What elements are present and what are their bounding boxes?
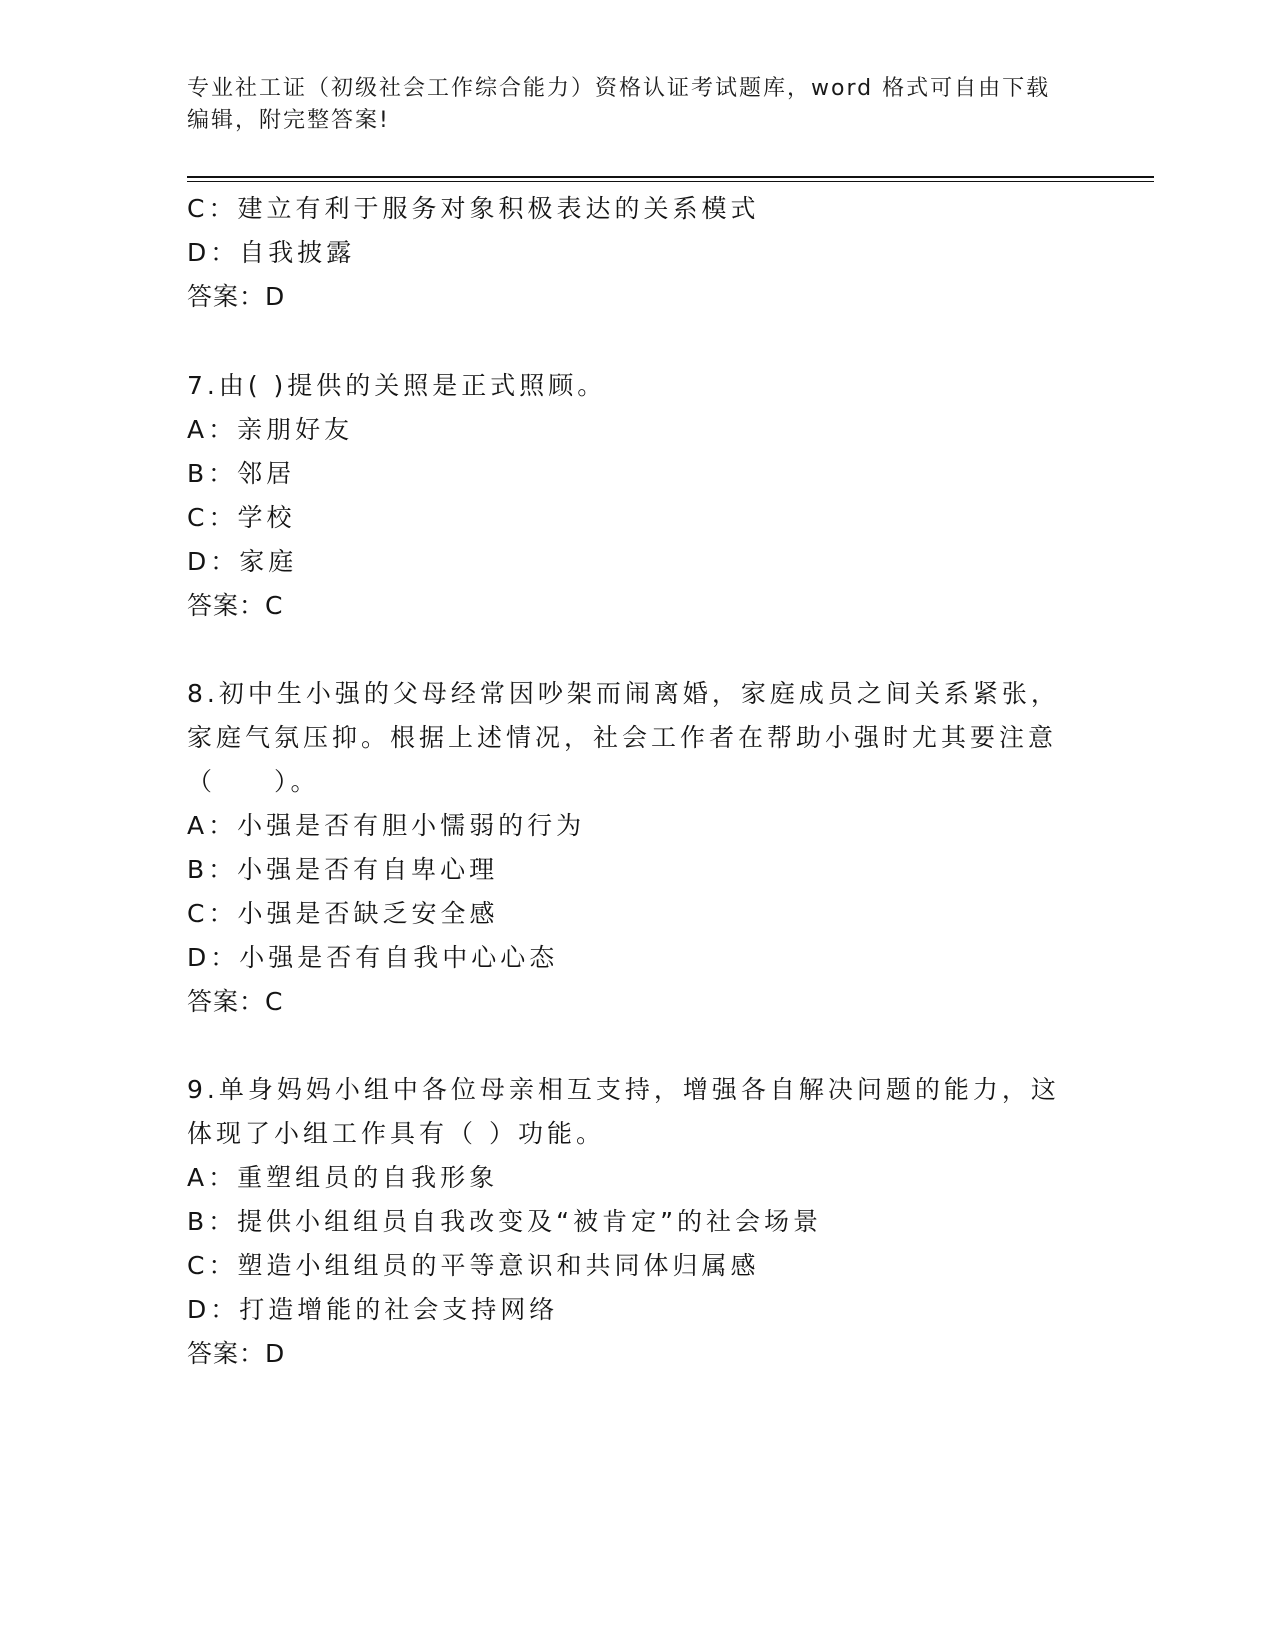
q9-stem-line-1: 9.单身妈妈小组中各位母亲相互支持，增强各自解决问题的能力，这 [187,1075,1060,1104]
q7-option-c: C：学校 [187,503,296,532]
q8-stem-line-3: （ ）。 [187,767,320,796]
q9-stem-line-2: 体现了小组工作具有（ ）功能。 [187,1119,605,1148]
q9-option-b: B：提供小组组员自我改变及“被肯定”的社会场景 [187,1207,823,1236]
q8-option-c: C：小强是否缺乏安全感 [187,899,499,928]
header-divider-thin [187,181,1154,182]
prev-option-d: D：自我披露 [187,238,356,267]
q8-stem-line-1: 8.初中生小强的父母经常因吵架而闹离婚，家庭成员之间关系紧张， [187,679,1060,708]
prev-option-c: C：建立有利于服务对象积极表达的关系模式 [187,194,760,223]
q9-option-a: A：重塑组员的自我形象 [187,1163,499,1192]
header-line-1: 专业社工证（初级社会工作综合能力）资格认证考试题库，word 格式可自由下载 [187,76,1051,101]
q8-answer: 答案：C [187,987,284,1016]
q7-stem: 7.由( )提供的关照是正式照顾。 [187,371,607,400]
q7-option-b: B：邻居 [187,459,296,488]
q8-option-a: A：小强是否有胆小懦弱的行为 [187,811,586,840]
q9-option-d: D：打造增能的社会支持网络 [187,1295,559,1324]
prev-answer: 答案：D [187,282,286,311]
header-divider-thick [187,176,1154,178]
document-header [187,73,1067,137]
q7-option-d: D：家庭 [187,547,298,576]
q8-option-d: D：小强是否有自我中心心态 [187,943,559,972]
q7-answer: 答案：C [187,591,284,620]
q9-answer: 答案：D [187,1339,286,1368]
q8-stem-line-2: 家庭气氛压抑。根据上述情况，社会工作者在帮助小强时尤其要注意 [187,723,1058,752]
q7-option-a: A：亲朋好友 [187,415,354,444]
header-line-2: 编辑，附完整答案! [187,108,390,133]
q8-option-b: B：小强是否有自卑心理 [187,855,499,884]
q9-option-c: C：塑造小组组员的平等意识和共同体归属感 [187,1251,760,1280]
